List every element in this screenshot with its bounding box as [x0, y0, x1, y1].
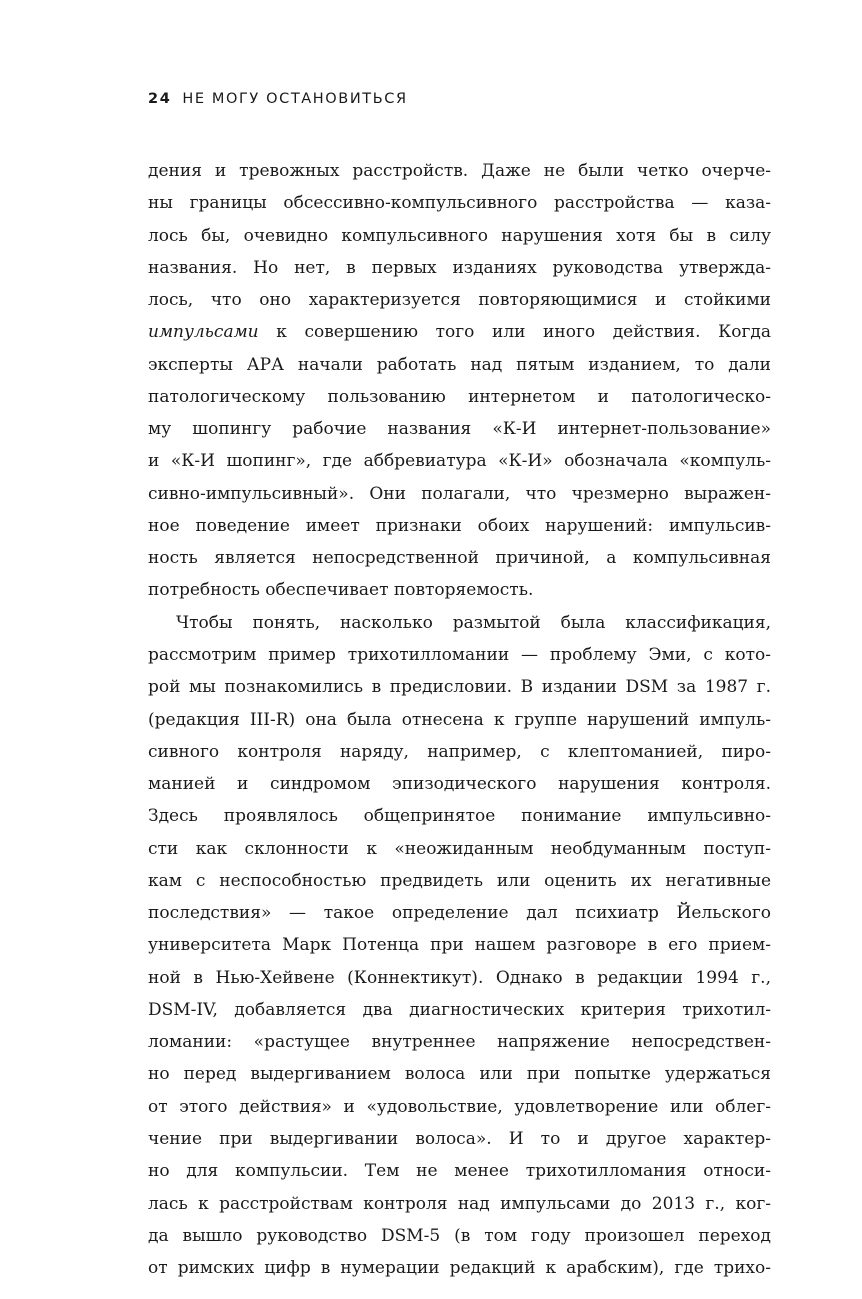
text-line: ломании: «растущее внутреннее напряжение непосредствен-	[148, 1032, 771, 1053]
text-line: лась к расстройствам контроля над импульсами до 2013 г., ког-	[148, 1193, 771, 1214]
text-line: му шопингу рабочие названия «К-И интернет-пользование»	[148, 419, 771, 440]
text-line: сти как склонности к «неожиданным необдуманным поступ-	[148, 838, 771, 859]
text-line: последствия» — такое определение дал психиатр Йельского	[148, 903, 771, 924]
text-line: патологическому пользованию интернетом и патологическо-	[148, 386, 771, 407]
text-line: чение при выдергивании волоса». И то и другое характер-	[148, 1128, 771, 1149]
paragraph-2	[148, 607, 771, 1285]
text-line: да вышло руководство DSM-5 (в том году произошел переход	[148, 1225, 771, 1246]
text-line: ны границы обсессивно-компульсивного расстройства — каза-	[148, 193, 771, 214]
text-line: но перед выдергиванием волоса или при попытке удержаться	[148, 1064, 771, 1085]
body-text	[148, 155, 771, 1284]
text-line-with-emphasis	[148, 316, 771, 348]
text-line: ное поведение имеет признаки обоих нарушений: импульсив-	[148, 515, 771, 536]
text-line: кам с неспособностью предвидеть или оценить их негативные	[148, 870, 771, 891]
text-line: DSM-IV, добавляется два диагностических критерия трихотил-	[148, 999, 771, 1020]
text-line: Здесь проявлялось общепринятое понимание импульсивно-	[148, 806, 771, 827]
running-head	[148, 91, 408, 107]
text-line: (редакция III-R) она была отнесена к группе нарушений импуль-	[148, 709, 771, 730]
text-line: сивно-импульсивный». Они полагали, что чрезмерно выражен-	[148, 483, 771, 504]
text-line: потребность обеспечивает повторяемость.	[148, 580, 534, 601]
emphasized-word: импульсами	[148, 322, 259, 343]
text-line: ность является непосредственной причиной, а компульсивная	[148, 548, 771, 569]
text-line: университета Марк Потенца при нашем разговоре в его прием-	[148, 935, 771, 956]
text-line: дения и тревожных расстройств. Даже не были четко очерче-	[148, 161, 771, 181]
text-line: Чтобы понять, насколько размытой была классификация,	[176, 612, 771, 633]
text-line: лось бы, очевидно компульсивного нарушения хотя бы в силу	[148, 225, 771, 246]
text-line: рассмотрим пример трихотилломании — проблему Эми, с кото-	[148, 644, 771, 665]
text-line: сивного контроля наряду, например, с клептоманией, пиро-	[148, 741, 771, 762]
text-line: но для компульсии. Тем не менее трихотилломания относи-	[148, 1161, 771, 1182]
text-line: названия. Но нет, в первых изданиях руководства утвержда-	[148, 257, 771, 278]
page-number: 24	[148, 91, 172, 107]
text-line: лось, что оно характеризуется повторяющимися и стойкими	[148, 290, 771, 311]
paragraph-1	[148, 155, 771, 607]
book-title: НЕ МОГУ ОСТАНОВИТЬСЯ	[182, 91, 408, 107]
text-line: манией и синдромом эпизодического нарушения контроля.	[148, 774, 771, 795]
text-line: эксперты АРА начали работать над пятым изданием, то дали	[148, 354, 771, 375]
text-line: ной в Нью-Хейвене (Коннектикут). Однако в редакции 1994 г.,	[148, 967, 771, 988]
text-line: от этого действия» и «удовольствие, удовлетворение или облег-	[148, 1096, 771, 1117]
text-line: рой мы познакомились в предисловии. В издании DSM за 1987 г.	[148, 677, 771, 698]
text-line: от римских цифр в нумерации редакций к арабским), где трихо-	[148, 1258, 771, 1279]
text-line-rest: к совершению того или иного действия. Когда	[258, 322, 771, 343]
text-line: и «К-И шопинг», где аббревиатура «К-И» обозначала «компуль-	[148, 451, 771, 472]
